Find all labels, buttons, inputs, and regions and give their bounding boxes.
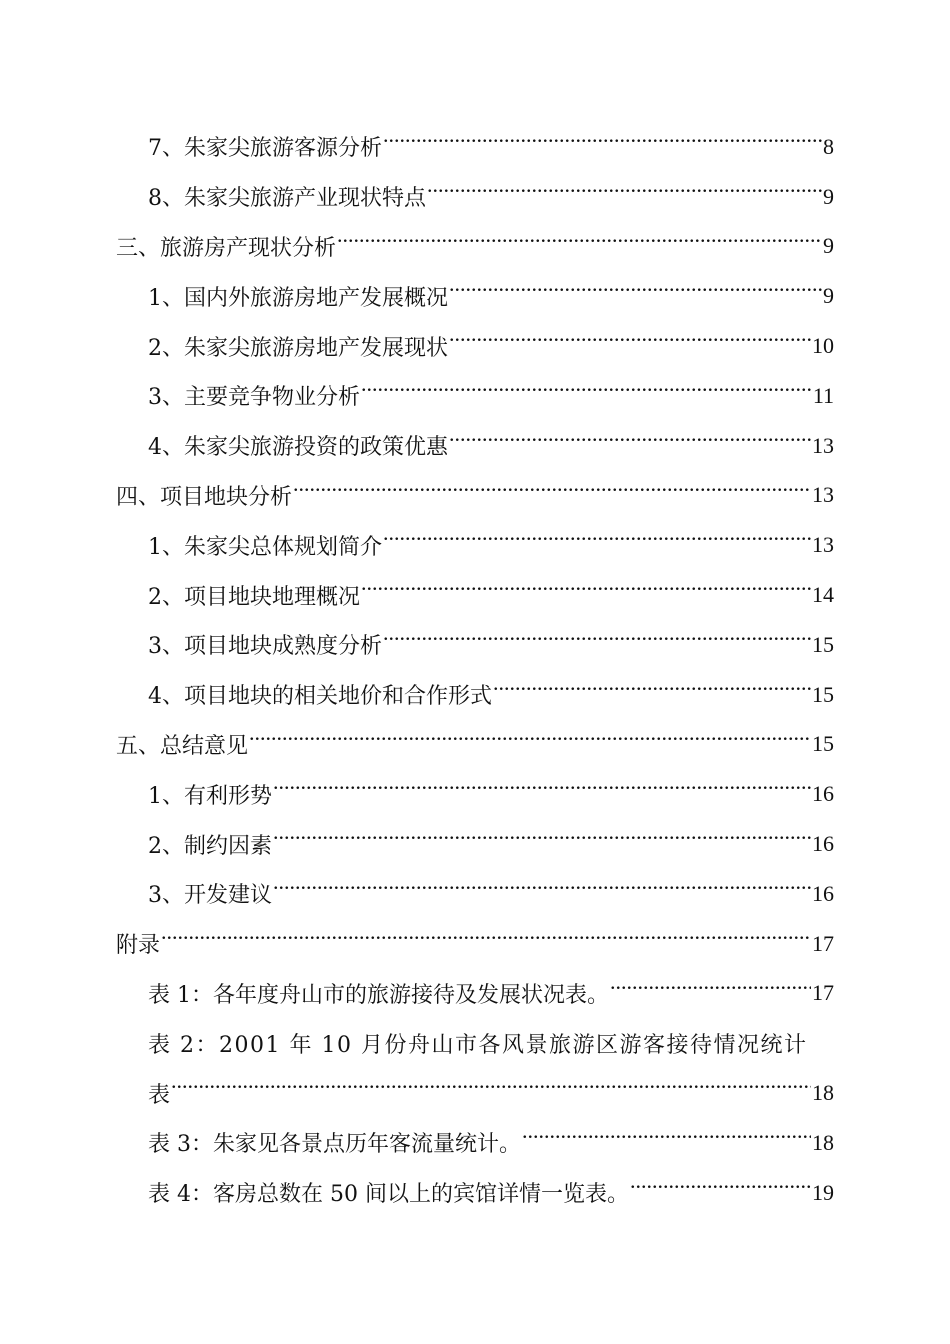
toc-entry[interactable] — [0, 570, 950, 620]
toc-entry-label: 2、制约因素 — [148, 833, 272, 859]
toc-page-number: 16 — [812, 781, 834, 807]
toc-dot-leader — [383, 122, 822, 148]
toc-entry[interactable] — [0, 1168, 950, 1218]
toc-entry[interactable] — [0, 1118, 950, 1168]
toc-dot-leader — [337, 222, 822, 248]
toc-page-number: 17 — [812, 930, 834, 956]
toc-dot-leader — [449, 421, 811, 447]
toc-dot-leader — [273, 769, 811, 795]
toc-page-number: 9 — [823, 233, 834, 259]
toc-entry-label: 附录 — [116, 933, 161, 959]
toc-dot-leader — [171, 1068, 811, 1094]
toc-entry-label: 4、朱家尖旅游投资的政策优惠 — [148, 435, 448, 461]
toc-page-number: 13 — [812, 532, 834, 558]
toc-entry[interactable] — [0, 620, 950, 670]
toc-dot-leader — [273, 869, 811, 895]
toc-page-number: 14 — [812, 582, 834, 608]
toc-page-number: 15 — [812, 681, 834, 707]
toc-entry-label: 2、朱家尖旅游房地产发展现状 — [148, 335, 448, 361]
toc-page-number: 18 — [812, 1080, 834, 1106]
toc-dot-leader — [361, 371, 812, 397]
toc-page-number: 13 — [812, 482, 834, 508]
toc-dot-leader — [610, 969, 811, 995]
toc-entry-wrapped-first-line[interactable]: 表 2：2001 年 10 月份舟山市各风景旅游区游客接待情况统计 — [148, 1032, 808, 1058]
toc-entry[interactable] — [0, 222, 950, 272]
toc-entry-label: 3、开发建议 — [148, 883, 272, 909]
toc-entry-label: 3、主要竞争物业分析 — [148, 385, 360, 411]
toc-entry-label: 7、朱家尖旅游客源分析 — [148, 136, 382, 162]
toc-dot-leader — [493, 670, 811, 696]
toc-entry-label: 1、有利形势 — [148, 783, 272, 809]
toc-entry-label: 三、旅游房产现状分析 — [116, 235, 337, 261]
toc-entry-label: 2、项目地块地理概况 — [148, 584, 360, 610]
toc-page-number: 8 — [823, 133, 834, 159]
toc-dot-leader — [383, 620, 811, 646]
toc-dot-leader — [449, 321, 811, 347]
toc-page-number: 17 — [812, 980, 834, 1006]
toc-dot-leader — [361, 570, 811, 596]
toc-dot-leader — [630, 1168, 811, 1194]
toc-entry[interactable] — [0, 321, 950, 371]
toc-page-number: 10 — [812, 333, 834, 359]
toc-dot-leader — [161, 919, 811, 945]
toc-page-number: 11 — [812, 382, 834, 408]
toc-page-number: 9 — [823, 183, 834, 209]
toc-entry-label: 四、项目地块分析 — [116, 484, 293, 510]
toc-entry-label: 8、朱家尖旅游产业现状特点 — [148, 186, 426, 212]
toc-entry[interactable] — [0, 371, 950, 421]
toc-entry-label: 表 4：客房总数在 50 间以上的宾馆详情一览表。 — [148, 1182, 629, 1208]
toc-page-number: 13 — [812, 432, 834, 458]
toc-page-number: 16 — [812, 880, 834, 906]
table-of-contents — [0, 122, 950, 1218]
toc-dot-leader — [249, 720, 811, 746]
toc-entry[interactable] — [0, 769, 950, 819]
toc-entry-label: 1、国内外旅游房地产发展概况 — [148, 285, 448, 311]
toc-entry-label: 1、朱家尖总体规划简介 — [148, 534, 382, 560]
toc-entry[interactable] — [0, 819, 950, 869]
toc-entry[interactable] — [0, 670, 950, 720]
toc-page-number: 9 — [823, 283, 834, 309]
toc-entry[interactable] — [0, 122, 950, 172]
toc-page-number: 15 — [812, 631, 834, 657]
toc-dot-leader — [273, 819, 811, 845]
toc-page-number: 15 — [812, 731, 834, 757]
toc-entry-label: 4、项目地块的相关地价和合作形式 — [148, 684, 492, 710]
toc-entry[interactable] — [0, 421, 950, 471]
toc-page-number: 19 — [812, 1179, 834, 1205]
toc-entry-label: 表 — [148, 1082, 171, 1108]
toc-dot-leader — [383, 520, 811, 546]
toc-dot-leader — [293, 471, 811, 497]
toc-entry[interactable] — [0, 172, 950, 222]
toc-entry-label: 五、总结意见 — [116, 733, 249, 759]
toc-entry[interactable] — [0, 471, 950, 521]
toc-entry[interactable] — [0, 520, 950, 570]
toc-entry[interactable] — [0, 1068, 950, 1118]
toc-page-number: 18 — [812, 1129, 834, 1155]
toc-entry[interactable] — [0, 869, 950, 919]
toc-dot-leader — [449, 271, 822, 297]
toc-dot-leader — [522, 1118, 811, 1144]
toc-entry-label: 3、项目地块成熟度分析 — [148, 634, 382, 660]
toc-entry[interactable] — [0, 271, 950, 321]
toc-entry[interactable] — [0, 969, 950, 1019]
toc-entry-label: 表 3：朱家见各景点历年客流量统计。 — [148, 1132, 521, 1158]
toc-entry[interactable] — [0, 720, 950, 770]
toc-dot-leader — [427, 172, 822, 198]
toc-page-number: 16 — [812, 831, 834, 857]
toc-entry[interactable] — [0, 919, 950, 969]
toc-entry-label: 表 1：各年度舟山市的旅游接待及发展状况表。 — [148, 982, 609, 1008]
